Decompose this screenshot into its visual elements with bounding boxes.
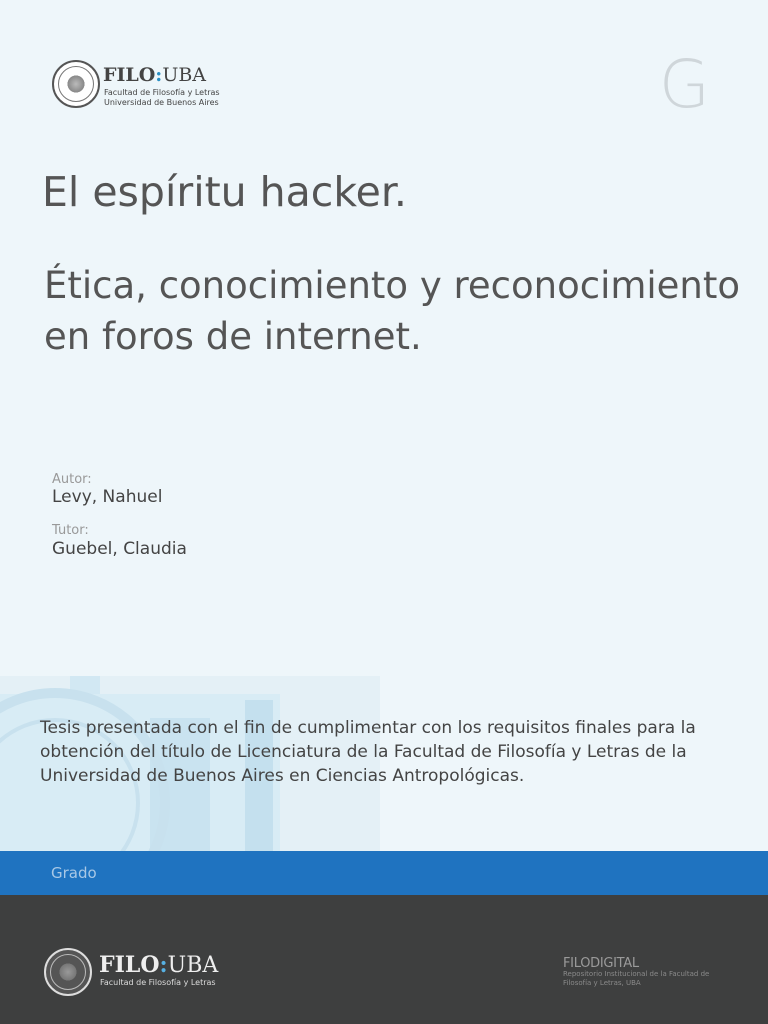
footer-logo [44, 948, 264, 996]
brand-suffix: UBA [162, 64, 207, 86]
document-subtitle: Ética, conocimiento y reconocimiento en foros de internet. [44, 264, 741, 358]
footer-seal-icon [44, 948, 92, 996]
university-seal-icon [52, 60, 100, 108]
tutor-label: Tutor: [52, 523, 89, 538]
brand-separator: : [155, 64, 163, 86]
degree-level-label: Grado [51, 864, 97, 882]
author-name: Levy, Nahuel [52, 487, 163, 507]
footer-brand-wordmark [99, 952, 218, 978]
logo-faculty-line: Facultad de Filosofía y Letras [104, 88, 220, 97]
thesis-statement: Tesis presentada con el fin de cumplimentar con los requisitos finales para la obtención del título de Licenciatura de la Facultad de Filosofía y Letras de la Universidad de Buenos Aires en Ciencias Antropológicas. [40, 718, 696, 786]
author-label: Autor: [52, 472, 92, 487]
degree-band [0, 851, 768, 895]
logo-university-line: Universidad de Buenos Aires [104, 98, 219, 107]
document-title: El espíritu hacker. [42, 168, 407, 216]
footer-brand-suffix: UBA [167, 953, 219, 978]
collection-letter-mark: G [658, 46, 710, 123]
repository-description: Repositorio Institucional de la Facultad de Filosofía y Letras, UBA [563, 970, 710, 987]
footer-faculty-line: Facultad de Filosofía y Letras [100, 978, 216, 987]
footer-brand-separator: : [159, 952, 168, 978]
tutor-name: Guebel, Claudia [52, 539, 187, 559]
brand-wordmark [103, 64, 206, 86]
footer-brand-main: FILO [99, 952, 160, 978]
header-logo [52, 58, 252, 110]
repository-name: FILODIGITAL [563, 956, 639, 971]
brand-main: FILO [103, 64, 156, 86]
